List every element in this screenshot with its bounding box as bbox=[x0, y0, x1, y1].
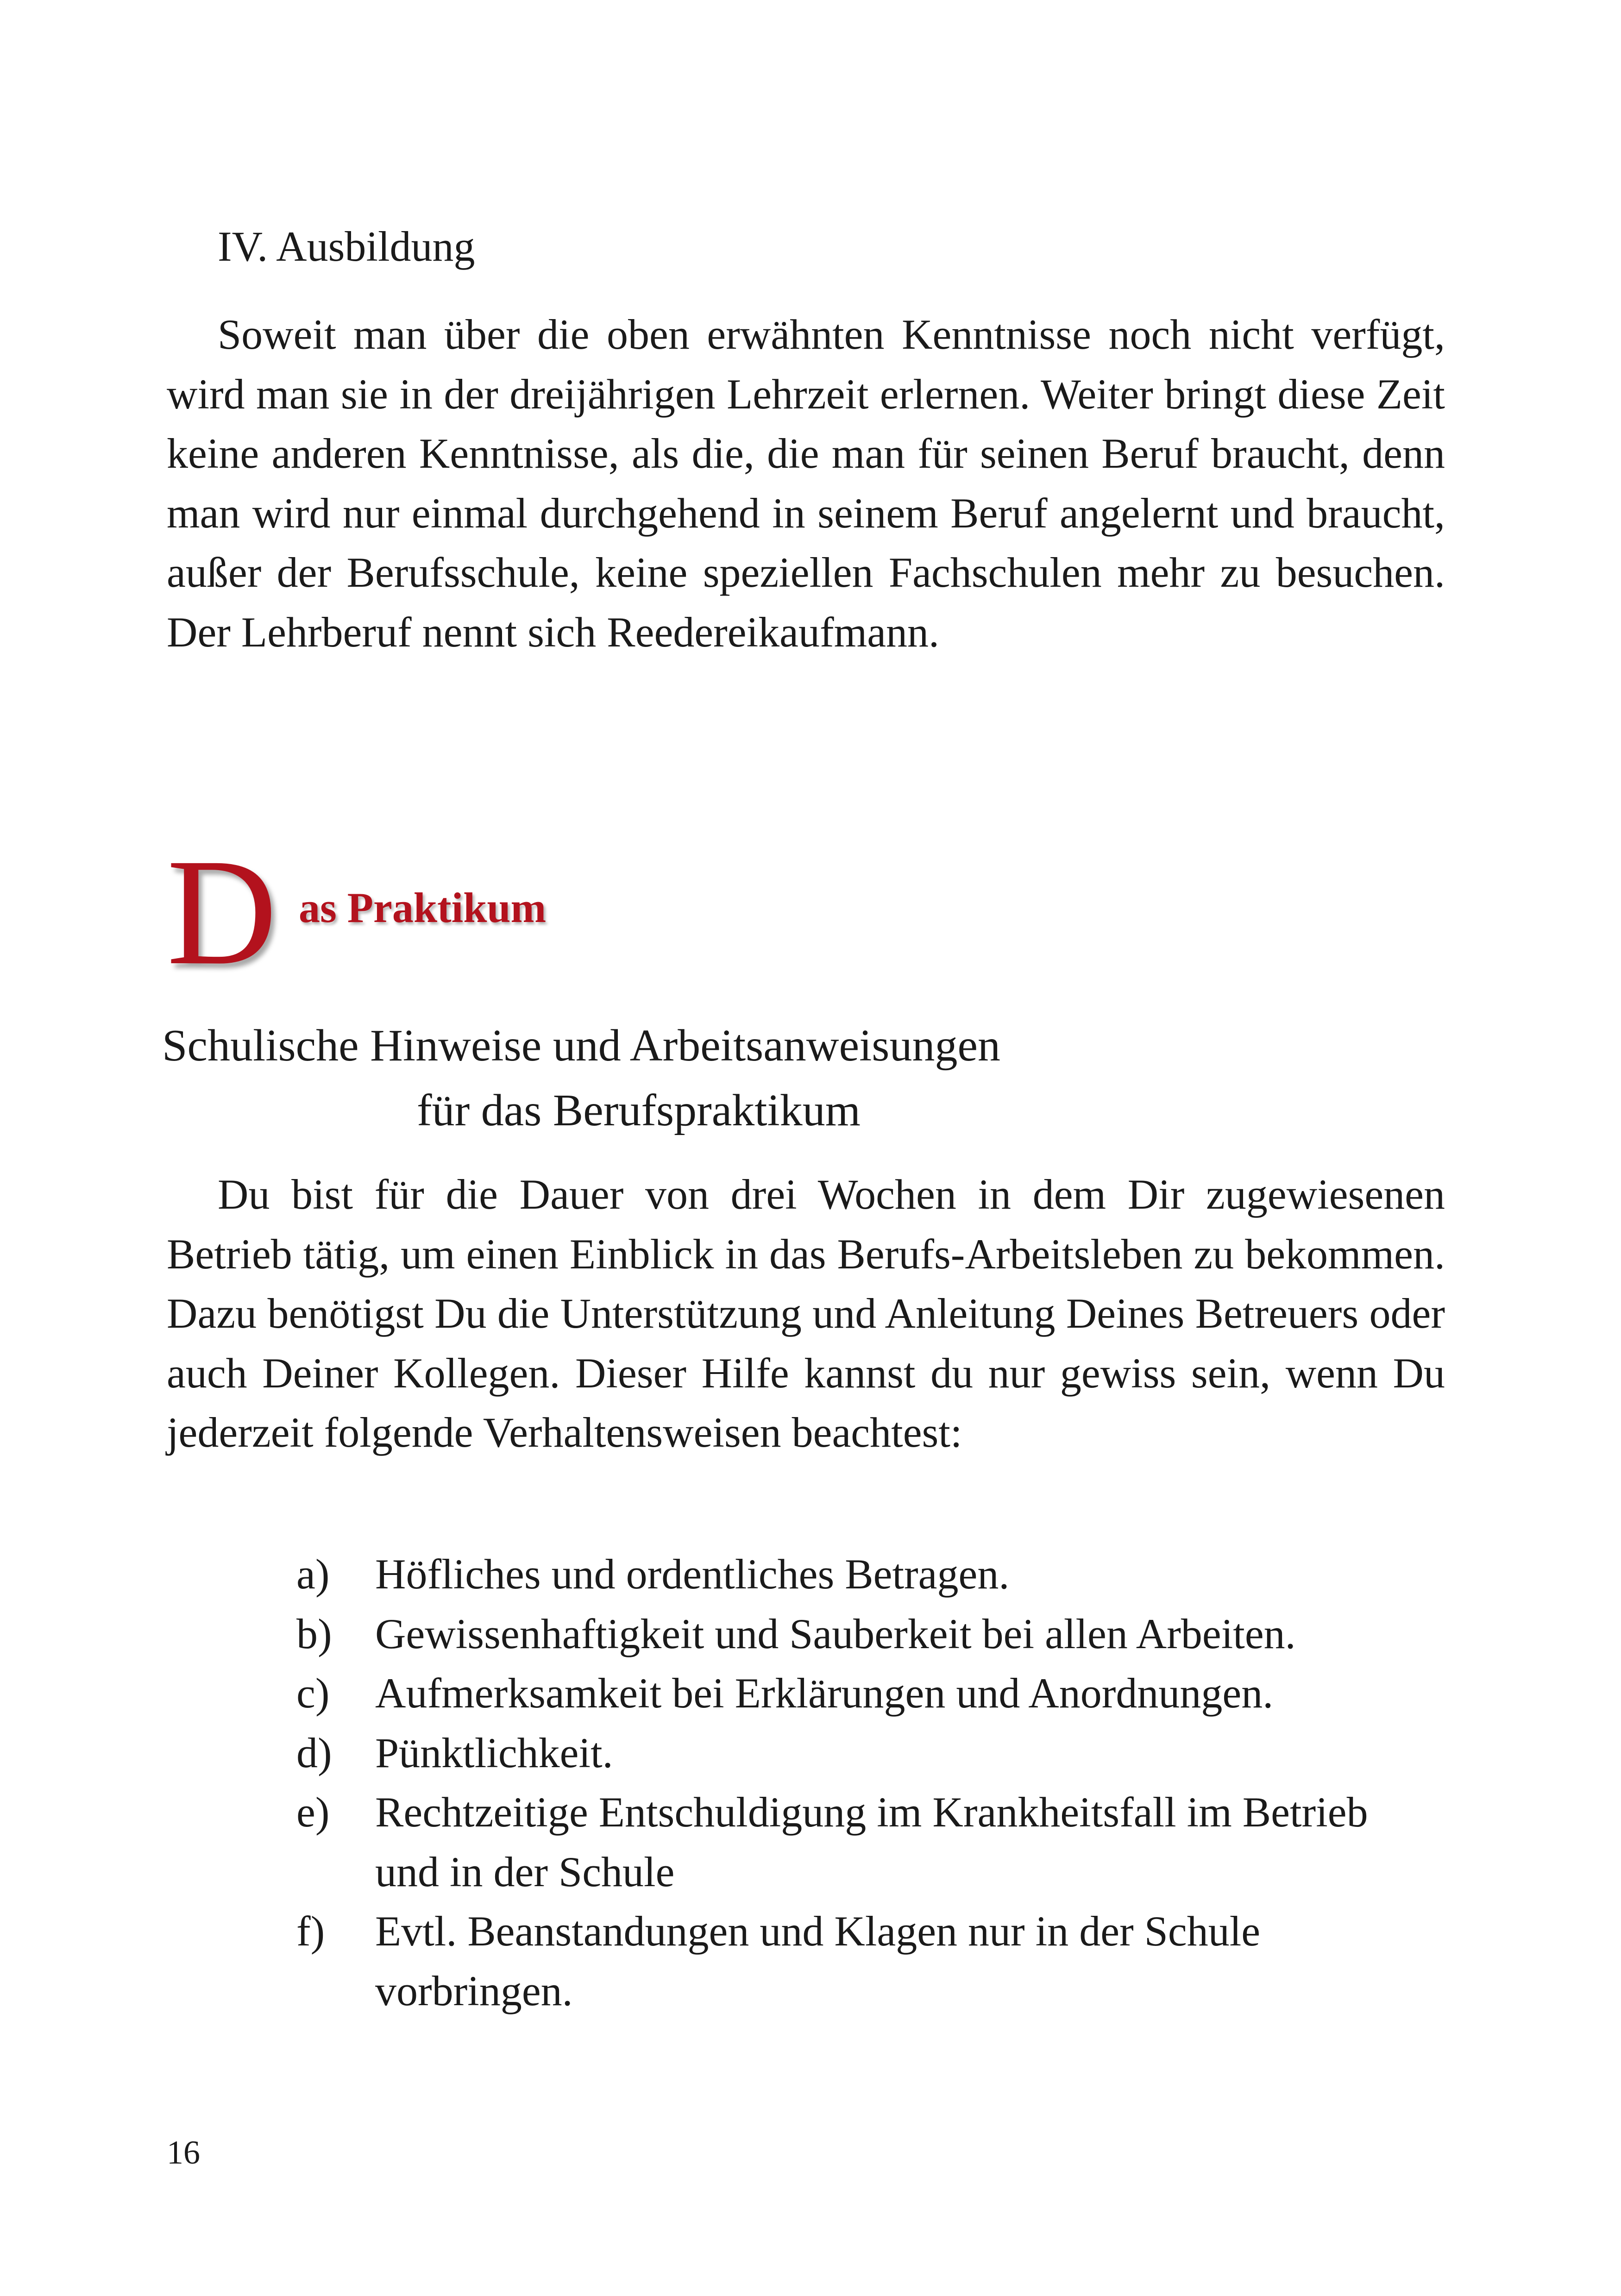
list-item bbox=[296, 1782, 1417, 1901]
list-marker: b) bbox=[296, 1610, 332, 1657]
paragraph-ausbildung-text: Soweit man über die oben erwähnten Kenntnisse noch nicht verfügt, wird man sie in der dreijährigen Lehrzeit erlernen. Weiter bringt diese Zeit keine anderen Kenntnisse, als die, die man für seinen Beruf braucht, denn man wird nur einmal durchgehend in seinem Beruf angelernt und braucht, außer der Berufsschule, keine speziellen Fachschulen mehr zu besuchen. Der Lehrberuf nennt sich Reedereikaufmann. bbox=[167, 311, 1445, 656]
list-item-text: Pünktlichkeit. bbox=[375, 1729, 613, 1776]
list-item bbox=[296, 1723, 1417, 1783]
list-marker: d) bbox=[296, 1729, 332, 1776]
subtitle bbox=[162, 1013, 1459, 1143]
chapter-title-rest: as Praktikum bbox=[299, 884, 547, 931]
chapter-title bbox=[167, 828, 908, 997]
list-item bbox=[296, 1544, 1417, 1604]
list-marker: c) bbox=[296, 1669, 330, 1717]
section-heading: IV. Ausbildung bbox=[218, 223, 475, 270]
subtitle-line-2: für das Berufspraktikum bbox=[417, 1085, 861, 1135]
drop-cap: D bbox=[167, 828, 277, 997]
list-item-text: Rechtzeitige Entschuldigung im Krankheitsfall im Betrieb und in der Schule bbox=[375, 1788, 1368, 1895]
paragraph-praktikum-text: Du bist für die Dauer von drei Wochen in dem Dir zugewiesenen Betrieb tätig, um einen Einblick in das Berufs-Arbeitsleben zu bekommen. Dazu benötigst Du die Unterstützung und Anleitung Deines Betreuers oder auch Deiner Kollegen. Dieser Hilfe kannst du nur gewiss sein, wenn Du jederzeit folgende Verhaltensweisen beachtest: bbox=[167, 1171, 1445, 1456]
rules-list bbox=[296, 1544, 1417, 2020]
list-marker: a) bbox=[296, 1550, 330, 1598]
list-item bbox=[296, 1604, 1417, 1664]
subtitle-line-1: Schulische Hinweise und Arbeitsanweisungen bbox=[162, 1021, 1000, 1071]
list-marker: f) bbox=[296, 1907, 325, 1955]
list-item-text: Gewissenhaftigkeit und Sauberkeit bei allen Arbeiten. bbox=[375, 1610, 1296, 1657]
paragraph-ausbildung bbox=[167, 305, 1445, 662]
list-item-text: Evtl. Beanstandungen und Klagen nur in der Schule vorbringen. bbox=[375, 1907, 1261, 2014]
list-item-text: Höfliches und ordentliches Betragen. bbox=[375, 1550, 1010, 1598]
paragraph-praktikum bbox=[167, 1165, 1445, 1462]
list-marker: e) bbox=[296, 1788, 330, 1836]
page-number: 16 bbox=[167, 2134, 200, 2171]
list-item-text: Aufmerksamkeit bei Erklärungen und Anordnungen. bbox=[375, 1669, 1274, 1717]
list-item bbox=[296, 1663, 1417, 1723]
list-item bbox=[296, 1901, 1417, 2020]
